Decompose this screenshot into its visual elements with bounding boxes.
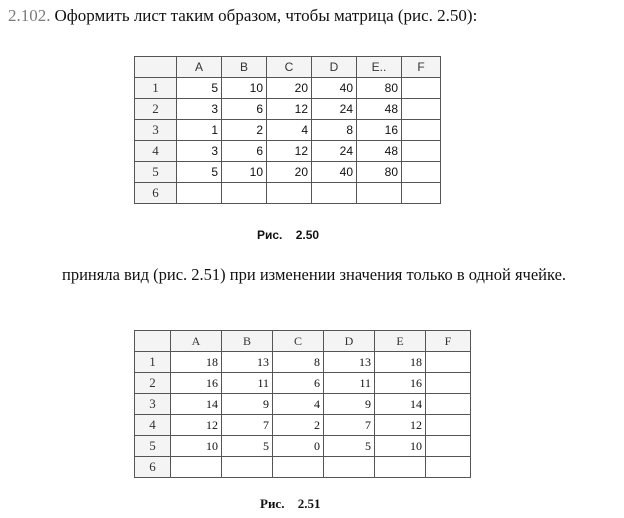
cell-c1[interactable]: 20 bbox=[267, 78, 312, 99]
column-header-c[interactable]: C bbox=[273, 331, 324, 352]
cell-e3[interactable]: 16 bbox=[357, 120, 402, 141]
column-header-d[interactable]: D bbox=[312, 57, 357, 78]
table-row bbox=[135, 352, 471, 373]
row-header-6[interactable]: 6 bbox=[135, 457, 171, 478]
cell-f3[interactable] bbox=[426, 394, 471, 415]
corner-cell[interactable] bbox=[135, 57, 177, 78]
cell-e4[interactable]: 12 bbox=[375, 415, 426, 436]
cell-c6[interactable] bbox=[273, 457, 324, 478]
cell-d6[interactable] bbox=[312, 183, 357, 204]
corner-cell[interactable] bbox=[135, 331, 171, 352]
cell-c2[interactable]: 6 bbox=[273, 373, 324, 394]
table-row bbox=[135, 141, 441, 162]
cell-f3[interactable] bbox=[402, 120, 441, 141]
row-header-6[interactable]: 6 bbox=[135, 183, 177, 204]
spreadsheet-figure-2-51 bbox=[134, 330, 471, 478]
row-header-3[interactable]: 3 bbox=[135, 394, 171, 415]
column-header-c[interactable]: C bbox=[267, 57, 312, 78]
cell-d3[interactable]: 8 bbox=[312, 120, 357, 141]
row-header-2[interactable]: 2 bbox=[135, 99, 177, 120]
row-header-5[interactable]: 5 bbox=[135, 162, 177, 183]
cell-a5[interactable]: 5 bbox=[177, 162, 222, 183]
column-header-e[interactable]: E.. bbox=[357, 57, 402, 78]
row-header-1[interactable]: 1 bbox=[135, 352, 171, 373]
cell-c3[interactable]: 4 bbox=[273, 394, 324, 415]
column-header-d[interactable]: D bbox=[324, 331, 375, 352]
cell-e4[interactable]: 48 bbox=[357, 141, 402, 162]
cell-e3[interactable]: 14 bbox=[375, 394, 426, 415]
cell-a5[interactable]: 10 bbox=[171, 436, 222, 457]
cell-b5[interactable]: 5 bbox=[222, 436, 273, 457]
cell-f6[interactable] bbox=[426, 457, 471, 478]
cell-a4[interactable]: 3 bbox=[177, 141, 222, 162]
problem-text: Оформить лист таким образом, чтобы матрица (рис. 2.50): bbox=[54, 6, 478, 25]
cell-b6[interactable] bbox=[222, 183, 267, 204]
cell-c2[interactable]: 12 bbox=[267, 99, 312, 120]
cell-b6[interactable] bbox=[222, 457, 273, 478]
figure-2-51-caption: Рис. 2.51 bbox=[260, 496, 321, 511]
cell-c4[interactable]: 12 bbox=[267, 141, 312, 162]
cell-d4[interactable]: 7 bbox=[324, 415, 375, 436]
cell-b4[interactable]: 7 bbox=[222, 415, 273, 436]
cell-e6[interactable] bbox=[375, 457, 426, 478]
cell-c6[interactable] bbox=[267, 183, 312, 204]
cell-b4[interactable]: 6 bbox=[222, 141, 267, 162]
cell-f2[interactable] bbox=[426, 373, 471, 394]
table-row bbox=[135, 120, 441, 141]
cell-f1[interactable] bbox=[402, 78, 441, 99]
cell-d2[interactable]: 11 bbox=[324, 373, 375, 394]
table-row bbox=[135, 373, 471, 394]
cell-e2[interactable]: 48 bbox=[357, 99, 402, 120]
cell-e6[interactable] bbox=[357, 183, 402, 204]
cell-f4[interactable] bbox=[402, 141, 441, 162]
cell-b2[interactable]: 11 bbox=[222, 373, 273, 394]
cell-c5[interactable]: 20 bbox=[267, 162, 312, 183]
cell-a1[interactable]: 18 bbox=[171, 352, 222, 373]
cell-d5[interactable]: 5 bbox=[324, 436, 375, 457]
cell-e2[interactable]: 16 bbox=[375, 373, 426, 394]
cell-c4[interactable]: 2 bbox=[273, 415, 324, 436]
cell-b3[interactable]: 9 bbox=[222, 394, 273, 415]
cell-f4[interactable] bbox=[426, 415, 471, 436]
row-header-3[interactable]: 3 bbox=[135, 120, 177, 141]
cell-d6[interactable] bbox=[324, 457, 375, 478]
problem-statement bbox=[8, 6, 477, 26]
row-header-1[interactable]: 1 bbox=[135, 78, 177, 99]
cell-b1[interactable]: 13 bbox=[222, 352, 273, 373]
table-row bbox=[135, 162, 441, 183]
column-header-row bbox=[135, 331, 471, 352]
table-row bbox=[135, 436, 471, 457]
cell-a3[interactable]: 14 bbox=[171, 394, 222, 415]
cell-d2[interactable]: 24 bbox=[312, 99, 357, 120]
column-header-e[interactable]: E bbox=[375, 331, 426, 352]
column-header-b[interactable]: B bbox=[222, 57, 267, 78]
column-header-f[interactable]: F bbox=[402, 57, 441, 78]
cell-f1[interactable] bbox=[426, 352, 471, 373]
cell-b3[interactable]: 2 bbox=[222, 120, 267, 141]
cell-d1[interactable]: 40 bbox=[312, 78, 357, 99]
row-header-2[interactable]: 2 bbox=[135, 373, 171, 394]
cell-a2[interactable]: 3 bbox=[177, 99, 222, 120]
cell-f2[interactable] bbox=[402, 99, 441, 120]
cell-e1[interactable]: 18 bbox=[375, 352, 426, 373]
figure-2-50-caption: Рис. 2.50 bbox=[257, 228, 320, 242]
cell-e5[interactable]: 10 bbox=[375, 436, 426, 457]
cell-d5[interactable]: 40 bbox=[312, 162, 357, 183]
table-row bbox=[135, 394, 471, 415]
column-header-a[interactable]: A bbox=[171, 331, 222, 352]
cell-b1[interactable]: 10 bbox=[222, 78, 267, 99]
cell-a2[interactable]: 16 bbox=[171, 373, 222, 394]
table-row bbox=[135, 457, 471, 478]
cell-a3[interactable]: 1 bbox=[177, 120, 222, 141]
cell-c1[interactable]: 8 bbox=[273, 352, 324, 373]
cell-e1[interactable]: 80 bbox=[357, 78, 402, 99]
cell-e5[interactable]: 80 bbox=[357, 162, 402, 183]
cell-f5[interactable] bbox=[402, 162, 441, 183]
cell-d1[interactable]: 13 bbox=[324, 352, 375, 373]
row-header-4[interactable]: 4 bbox=[135, 415, 171, 436]
cell-c5[interactable]: 0 bbox=[273, 436, 324, 457]
cell-f5[interactable] bbox=[426, 436, 471, 457]
column-header-f[interactable]: F bbox=[426, 331, 471, 352]
cell-b2[interactable]: 6 bbox=[222, 99, 267, 120]
row-header-4[interactable]: 4 bbox=[135, 141, 177, 162]
cell-d4[interactable]: 24 bbox=[312, 141, 357, 162]
row-header-5[interactable]: 5 bbox=[135, 436, 171, 457]
table-row bbox=[135, 78, 441, 99]
column-header-a[interactable]: A bbox=[177, 57, 222, 78]
table-row bbox=[135, 183, 441, 204]
cell-a1[interactable]: 5 bbox=[177, 78, 222, 99]
spreadsheet-figure-2-50 bbox=[134, 56, 441, 204]
problem-number: 2.102. bbox=[8, 6, 51, 25]
cell-a6[interactable] bbox=[177, 183, 222, 204]
table-row bbox=[135, 415, 471, 436]
cell-a4[interactable]: 12 bbox=[171, 415, 222, 436]
table-row bbox=[135, 99, 441, 120]
cell-f6[interactable] bbox=[402, 183, 441, 204]
cell-c3[interactable]: 4 bbox=[267, 120, 312, 141]
column-header-row bbox=[135, 57, 441, 78]
paragraph-text: приняла вид (рис. 2.51) при изменении значения только в одной ячейке. bbox=[62, 265, 567, 284]
cell-b5[interactable]: 10 bbox=[222, 162, 267, 183]
column-header-b[interactable]: B bbox=[222, 331, 273, 352]
cell-a6[interactable] bbox=[171, 457, 222, 478]
cell-d3[interactable]: 9 bbox=[324, 394, 375, 415]
